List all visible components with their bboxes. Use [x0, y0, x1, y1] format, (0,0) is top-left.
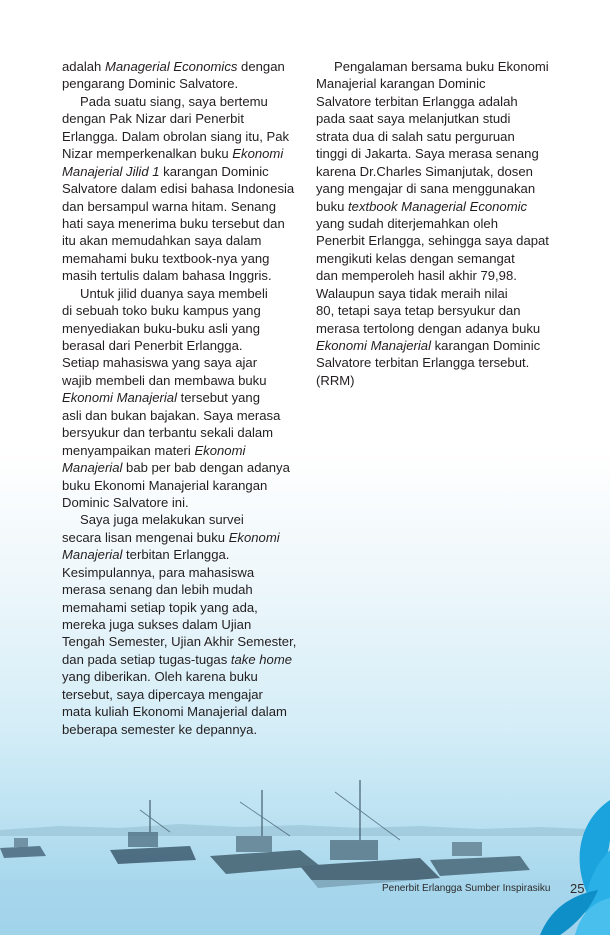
text-segment: (RRM) — [316, 372, 355, 388]
italic-text: Ekonomi — [228, 529, 280, 545]
text-line — [62, 651, 312, 668]
text-segment: secara lisan mengenai buku — [62, 529, 229, 545]
text-segment: dengan — [237, 59, 285, 74]
text-line — [316, 180, 566, 197]
text-segment: menyediakan buku-buku asli yang — [62, 320, 260, 336]
text-segment: pada saat saya melanjutkan studi — [316, 111, 511, 127]
text-segment: bersyukur dan terbantu sekali dalam — [62, 425, 274, 441]
italic-text: Manajerial Jilid 1 — [62, 163, 160, 179]
text-line — [62, 75, 312, 92]
petal-decoration — [520, 790, 610, 935]
text-line — [316, 128, 566, 145]
italic-text: Ekonomi Manajerial — [62, 390, 177, 406]
text-segment: Walaupun saya tidak meraih nilai — [316, 285, 508, 301]
text-line — [62, 232, 312, 249]
text-line — [62, 128, 312, 145]
italic-text: Manajerial — [62, 547, 123, 563]
text-segment: karangan Dominic — [431, 338, 541, 353]
italic-text: Manajerial — [62, 460, 123, 476]
text-segment: masih tertulis dalam bahasa Inggris. — [62, 268, 272, 284]
text-segment: Salvatore terbitan Erlangga adalah — [316, 93, 518, 109]
text-segment: Erlangga. Dalam obrolan siang itu, Pak — [62, 128, 290, 144]
text-segment: Pada suatu siang, saya bertemu — [80, 93, 268, 109]
text-segment: yang diberikan. Oleh karena buku — [62, 669, 258, 685]
text-segment: tersebut, saya dipercaya mengajar — [62, 686, 263, 702]
text-line — [316, 337, 566, 354]
text-line — [62, 633, 312, 650]
text-segment: beberapa semester ke depannya. — [62, 721, 258, 737]
text-line — [316, 267, 566, 284]
text-line — [316, 215, 566, 232]
text-line — [316, 75, 566, 92]
text-segment: dengan Pak Nizar dari Penerbit — [62, 111, 244, 127]
text-segment: Salvatore dalam edisi bahasa Indonesia — [62, 181, 295, 197]
text-segment: Untuk jilid duanya saya membeli — [80, 285, 268, 301]
text-segment: mereka juga sukses dalam Ujian — [62, 617, 252, 632]
text-line — [62, 58, 312, 75]
text-segment: Manajerial karangan Dominic — [316, 76, 486, 92]
text-segment: hati saya menerima buku tersebut dan — [62, 215, 285, 231]
text-segment: yang mengajar di sana menggunakan — [316, 181, 536, 197]
text-line — [62, 110, 312, 127]
text-line — [316, 250, 566, 267]
text-line — [62, 459, 312, 476]
text-segment: merasa senang dan lebih mudah — [62, 582, 253, 598]
text-segment: dan pada setiap tugas-tugas — [62, 651, 231, 667]
text-line — [316, 110, 566, 127]
text-segment: menyampaikan materi — [62, 442, 195, 458]
text-line — [62, 616, 312, 633]
text-segment: di sebuah toko buku kampus yang — [62, 303, 261, 319]
text-line — [62, 302, 312, 319]
text-segment: pengarang Dominic Salvatore. — [62, 76, 239, 92]
footer-tagline: Penerbit Erlangga Sumber Inspirasiku — [382, 883, 551, 894]
italic-text: Ekonomi — [194, 442, 246, 458]
text-segment: dan memperoleh hasil akhir 79,98. — [316, 268, 517, 284]
text-line — [62, 145, 312, 162]
text-segment: berasal dari Penerbit Erlangga. — [62, 338, 243, 353]
text-segment: wajib membeli dan membawa buku — [62, 372, 267, 388]
text-segment: Saya juga melakukan survei — [80, 512, 244, 528]
italic-text: textbook Managerial Economic — [348, 198, 528, 214]
text-line — [62, 529, 312, 546]
text-segment: strata dua di salah satu perguruan — [316, 128, 515, 144]
text-segment: Tengah Semester, Ujian Akhir Semester, — [62, 634, 297, 650]
text-line — [316, 320, 566, 337]
text-line — [62, 424, 312, 441]
text-segment: Nizar memperkenalkan buku — [62, 146, 233, 162]
text-segment: memahami buku textbook-nya yang — [62, 250, 270, 266]
text-segment: dan bersampul warna hitam. Senang — [62, 198, 276, 214]
text-segment: adalah — [62, 59, 105, 74]
text-segment: memahami setiap topik yang ada, — [62, 599, 258, 615]
text-line — [62, 354, 312, 371]
text-segment: terbitan Erlangga. — [122, 547, 230, 563]
italic-text: Managerial Economics — [104, 59, 238, 74]
harbor-boats-illustration — [0, 770, 610, 935]
text-line — [62, 581, 312, 598]
text-segment: mata kuliah Ekonomi Manajerial dalam — [62, 704, 287, 720]
text-line — [62, 389, 312, 406]
text-segment: merasa tertolong dengan adanya buku — [316, 320, 541, 336]
text-segment: Setiap mahasiswa yang saya ajar — [62, 355, 258, 371]
text-line — [316, 93, 566, 110]
text-line — [62, 721, 312, 738]
text-line — [316, 285, 566, 302]
text-segment: karena Dr.Charles Simanjutak, dosen — [316, 163, 533, 179]
text-line — [62, 564, 312, 581]
text-line — [316, 58, 566, 75]
text-line — [316, 145, 566, 162]
text-line — [62, 163, 312, 180]
text-line — [316, 354, 566, 371]
text-segment: karangan Dominic — [159, 163, 269, 179]
text-line — [62, 477, 312, 494]
text-segment: Salvatore terbitan Erlangga tersebut. — [316, 355, 530, 371]
text-line — [62, 372, 312, 389]
text-line — [62, 267, 312, 284]
left-column — [62, 58, 312, 738]
italic-text: Ekonomi — [232, 146, 284, 162]
text-segment: itu akan memudahkan saya dalam — [62, 233, 262, 249]
italic-text: Ekonomi Manajerial — [316, 338, 431, 353]
text-line — [62, 407, 312, 424]
text-line — [316, 198, 566, 215]
text-line — [62, 250, 312, 267]
text-segment: buku Ekonomi Manajerial karangan — [62, 477, 268, 493]
text-segment: Kesimpulannya, para mahasiswa — [62, 564, 255, 580]
text-line — [316, 232, 566, 249]
text-line — [62, 180, 312, 197]
text-line — [62, 686, 312, 703]
text-segment: buku — [316, 198, 349, 214]
text-line — [62, 511, 312, 528]
text-segment: yang sudah diterjemahkan oleh — [316, 215, 498, 231]
text-segment: tersebut yang — [177, 390, 260, 406]
text-segment: bab per bab dengan adanya — [122, 460, 290, 476]
text-line — [316, 302, 566, 319]
text-segment: mengikuti kelas dengan semangat — [316, 250, 515, 266]
right-column — [316, 58, 566, 389]
text-segment: Dominic Salvatore ini. — [62, 494, 189, 510]
text-line — [62, 215, 312, 232]
text-line — [62, 198, 312, 215]
text-segment: 80, tetapi saya tetap bersyukur dan — [316, 303, 521, 319]
text-line — [62, 285, 312, 302]
text-line — [62, 494, 312, 511]
text-segment: Penerbit Erlangga, sehingga saya dapat — [316, 233, 549, 249]
text-line — [62, 703, 312, 720]
text-line — [62, 442, 312, 459]
text-segment: Pengalaman bersama buku Ekonomi — [334, 59, 549, 74]
text-line — [62, 668, 312, 685]
text-line — [62, 320, 312, 337]
text-line — [62, 93, 312, 110]
text-line — [316, 372, 566, 389]
text-line — [62, 337, 312, 354]
text-segment: asli dan bukan bajakan. Saya merasa — [62, 407, 281, 423]
italic-text: take home — [230, 651, 293, 667]
text-line — [316, 163, 566, 180]
text-line — [62, 546, 312, 563]
text-line — [62, 599, 312, 616]
page-number: 25 — [570, 881, 585, 896]
text-segment: tinggi di Jakarta. Saya merasa senang — [316, 146, 539, 162]
